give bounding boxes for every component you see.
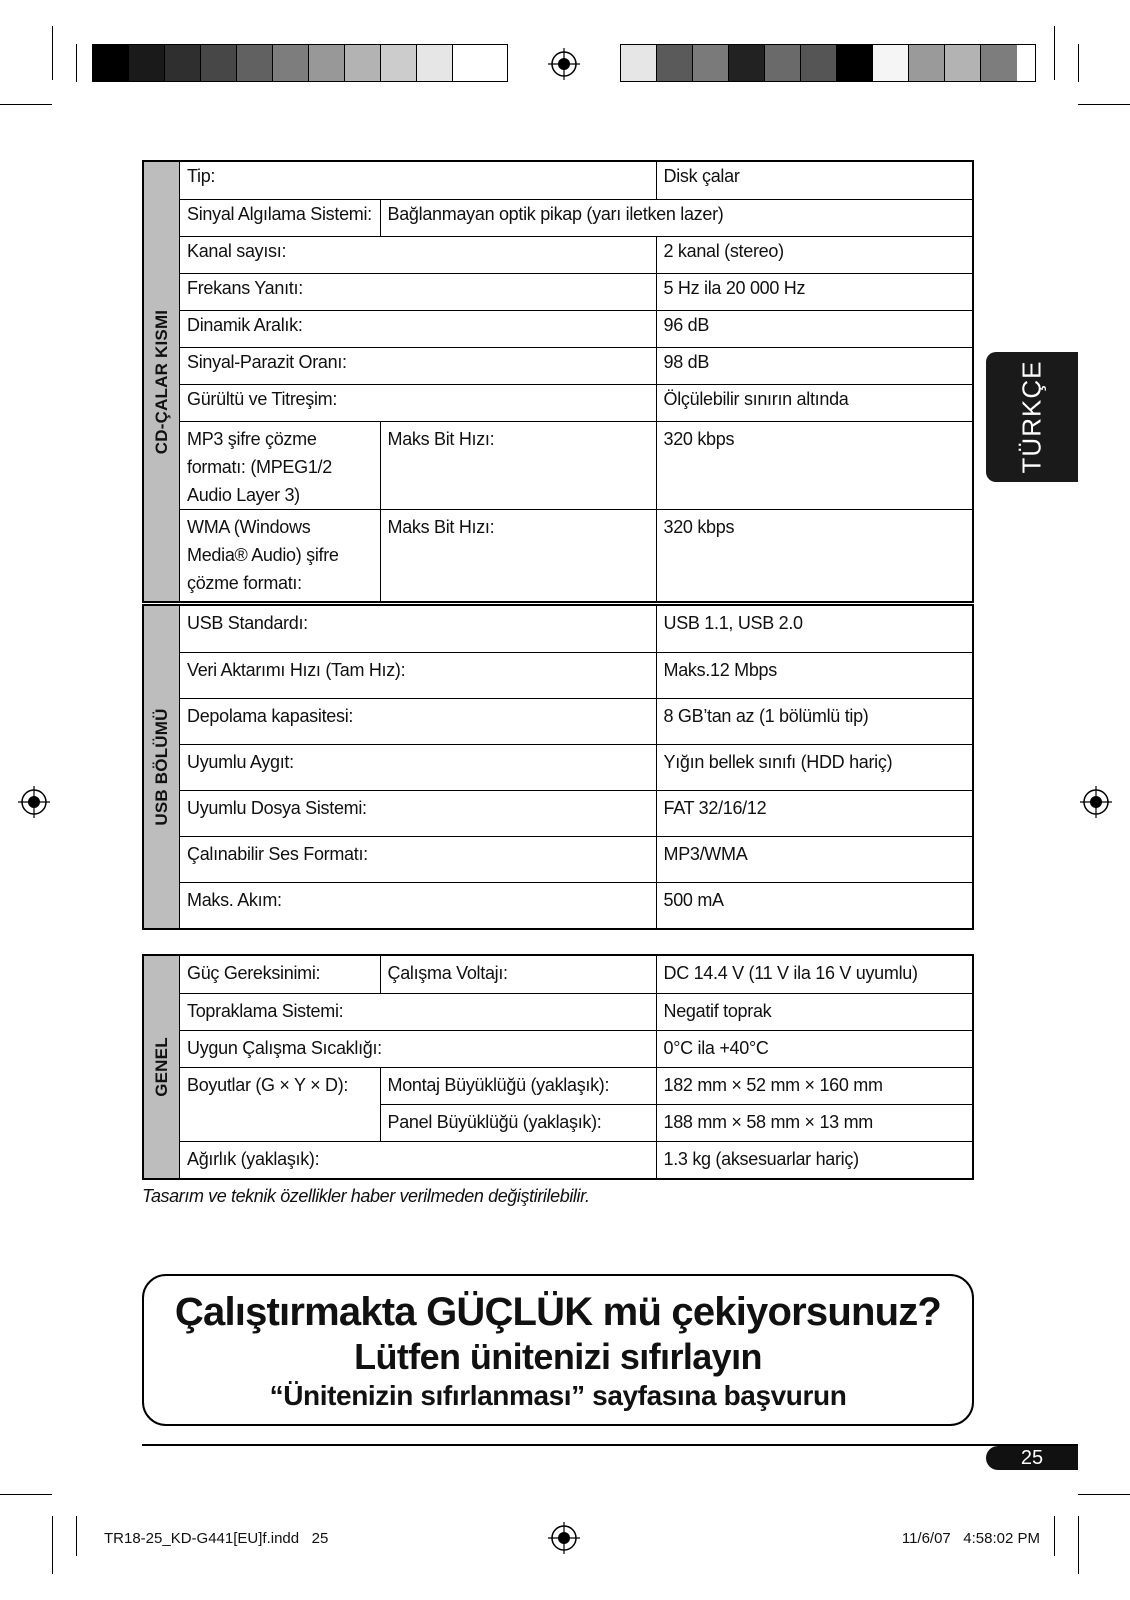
spec-value: 182 mm × 52 mm × 160 mm <box>656 1067 972 1104</box>
cd-spec-table <box>142 160 974 603</box>
spec-value: 0°C ila +40°C <box>656 1030 972 1067</box>
color-swatch <box>453 45 489 81</box>
spec-value: 500 mA <box>656 882 972 928</box>
spec-value: 5 Hz ila 20 000 Hz <box>656 273 972 310</box>
footer-file-name: TR18-25_KD-G441[EU]f.indd 25 <box>104 1530 329 1547</box>
registration-mark-icon <box>18 786 50 818</box>
cd-section-label: CD-ÇALAR KISMI <box>151 309 171 454</box>
color-swatch <box>801 45 837 81</box>
cd-section-label-bar <box>144 162 180 601</box>
footer-rule <box>142 1444 1078 1446</box>
color-swatch <box>417 45 453 81</box>
spec-value: 1.3 kg (aksesuarlar hariç) <box>656 1141 972 1178</box>
footer-timestamp: 11/6/07 4:58:02 PM <box>901 1530 1040 1547</box>
spec-name: Frekans Yanıtı: <box>180 273 656 310</box>
color-swatch <box>837 45 873 81</box>
spec-name: MP3 şifre çözme formatı: (MPEG1/2 Audio Layer 3) <box>180 421 380 509</box>
reset-notice-headline: Çalıştırmakta GÜÇLÜK mü çekiyorsunuz? <box>174 1290 942 1334</box>
spec-name: Depolama kapasitesi: <box>180 698 656 744</box>
spec-value: Ölçülebilir sınırın altında <box>656 384 972 421</box>
spec-value: DC 14.4 V (11 V ila 16 V uyumlu) <box>656 956 972 993</box>
spec-name: Ağırlık (yaklaşık): <box>187 1148 320 1169</box>
color-swatch <box>981 45 1017 81</box>
spec-value: Maks.12 Mbps <box>656 652 972 698</box>
spec-name: Maks. Akım: <box>187 889 282 910</box>
spec-value: FAT 32/16/12 <box>656 790 972 836</box>
registration-mark-icon <box>548 48 580 80</box>
crop-mark <box>1054 26 1055 80</box>
color-bar-right <box>620 44 1036 82</box>
spec-value: Negatif toprak <box>656 993 972 1030</box>
spec-name <box>180 1104 380 1141</box>
color-swatch <box>693 45 729 81</box>
crop-mark <box>1054 1516 1055 1556</box>
spec-value: Bağlanmayan optik pikap (yarı iletken lazer) <box>380 199 972 236</box>
spec-name: Uygun Çalışma Sıcaklığı: <box>180 1030 656 1067</box>
spec-name: WMA (Windows Media® Audio) şifre çözme formatı: <box>187 516 339 593</box>
spec-value: Yığın bellek sınıfı (HDD hariç) <box>656 744 972 790</box>
registration-mark-icon <box>1080 786 1112 818</box>
crop-mark <box>1078 104 1130 105</box>
spec-name: Dinamik Aralık: <box>180 310 656 347</box>
spec-name: Veri Aktarımı Hızı (Tam Hız): <box>180 652 656 698</box>
spec-name: Uyumlu Dosya Sistemi: <box>180 790 656 836</box>
color-swatch <box>93 45 129 81</box>
specs-change-note: Tasarım ve teknik özellikler haber verilmeden değiştirilebilir. <box>142 1186 590 1206</box>
crop-mark <box>0 1494 52 1495</box>
crop-mark <box>1078 1494 1130 1495</box>
spec-value: 98 dB <box>656 347 972 384</box>
spec-name: Sinyal-Parazit Oranı: <box>180 347 656 384</box>
spec-sub-name: Maks Bit Hızı: <box>380 509 656 601</box>
reset-notice-box <box>142 1274 974 1426</box>
color-swatch <box>873 45 909 81</box>
color-swatch <box>945 45 981 81</box>
spec-sub-name: Çalışma Voltajı: <box>380 956 656 993</box>
general-section-label: GENEL <box>151 1037 171 1097</box>
reset-notice-reference: “Ünitenizin sıfırlanması” sayfasına başvurun <box>269 1380 847 1411</box>
spec-name: Tip: <box>180 162 656 199</box>
general-section-label-bar <box>144 956 180 1178</box>
spec-value: 96 dB <box>656 310 972 347</box>
language-tab <box>986 352 1078 482</box>
color-bar-left <box>92 44 508 82</box>
spec-name: Gürültü ve Titreşim: <box>180 384 656 421</box>
spec-name: Topraklama Sistemi: <box>180 993 656 1030</box>
color-swatch <box>165 45 201 81</box>
spec-value: 320 kbps <box>656 421 972 509</box>
color-swatch <box>381 45 417 81</box>
spec-value: MP3/WMA <box>656 836 972 882</box>
crop-mark <box>1078 1516 1079 1574</box>
crop-mark <box>76 44 77 82</box>
spec-value: 320 kbps <box>656 509 972 601</box>
spec-value: 8 GB’tan az (1 bölümlü tip) <box>656 698 972 744</box>
color-swatch <box>309 45 345 81</box>
spec-name: Çalınabilir Ses Formatı: <box>180 836 656 882</box>
general-spec-table <box>142 954 974 1180</box>
language-tab-label: TÜRKÇE <box>1016 360 1047 474</box>
usb-section-label-bar <box>144 606 180 928</box>
page-number: 25 <box>986 1446 1078 1470</box>
spec-value: 188 mm × 58 mm × 13 mm <box>656 1104 972 1141</box>
spec-value: Disk çalar <box>656 162 972 199</box>
crop-mark <box>1078 44 1079 82</box>
spec-name: Uyumlu Aygıt: <box>180 744 656 790</box>
color-swatch <box>237 45 273 81</box>
registration-mark-icon <box>548 1522 580 1554</box>
spec-value: USB 1.1, USB 2.0 <box>656 606 972 652</box>
color-swatch <box>621 45 657 81</box>
spec-name: USB Standardı: <box>180 606 656 652</box>
spec-sub-name: Maks Bit Hızı: <box>380 421 656 509</box>
spec-name: Güç Gereksinimi: <box>180 956 380 993</box>
crop-mark <box>76 1516 77 1556</box>
color-swatch <box>129 45 165 81</box>
color-swatch <box>273 45 309 81</box>
spec-value: 2 kanal (stereo) <box>656 236 972 273</box>
color-swatch <box>729 45 765 81</box>
usb-spec-table <box>142 604 974 930</box>
color-swatch <box>909 45 945 81</box>
color-swatch <box>345 45 381 81</box>
spec-name: Sinyal Algılama Sistemi: <box>180 199 380 236</box>
crop-mark <box>52 1516 53 1574</box>
spec-name: Kanal sayısı: <box>180 236 656 273</box>
usb-section-label: USB BÖLÜMÜ <box>151 708 171 826</box>
color-swatch <box>765 45 801 81</box>
spec-sub-name: Montaj Büyüklüğü (yaklaşık): <box>380 1067 656 1104</box>
spec-name: Boyutlar (G × Y × D): <box>187 1074 349 1095</box>
crop-mark <box>0 104 52 105</box>
color-swatch <box>201 45 237 81</box>
spec-sub-name: Panel Büyüklüğü (yaklaşık): <box>380 1104 656 1141</box>
reset-notice-subheadline: Lütfen ünitenizi sıfırlayın <box>354 1336 762 1377</box>
color-swatch <box>657 45 693 81</box>
crop-mark <box>52 26 53 80</box>
